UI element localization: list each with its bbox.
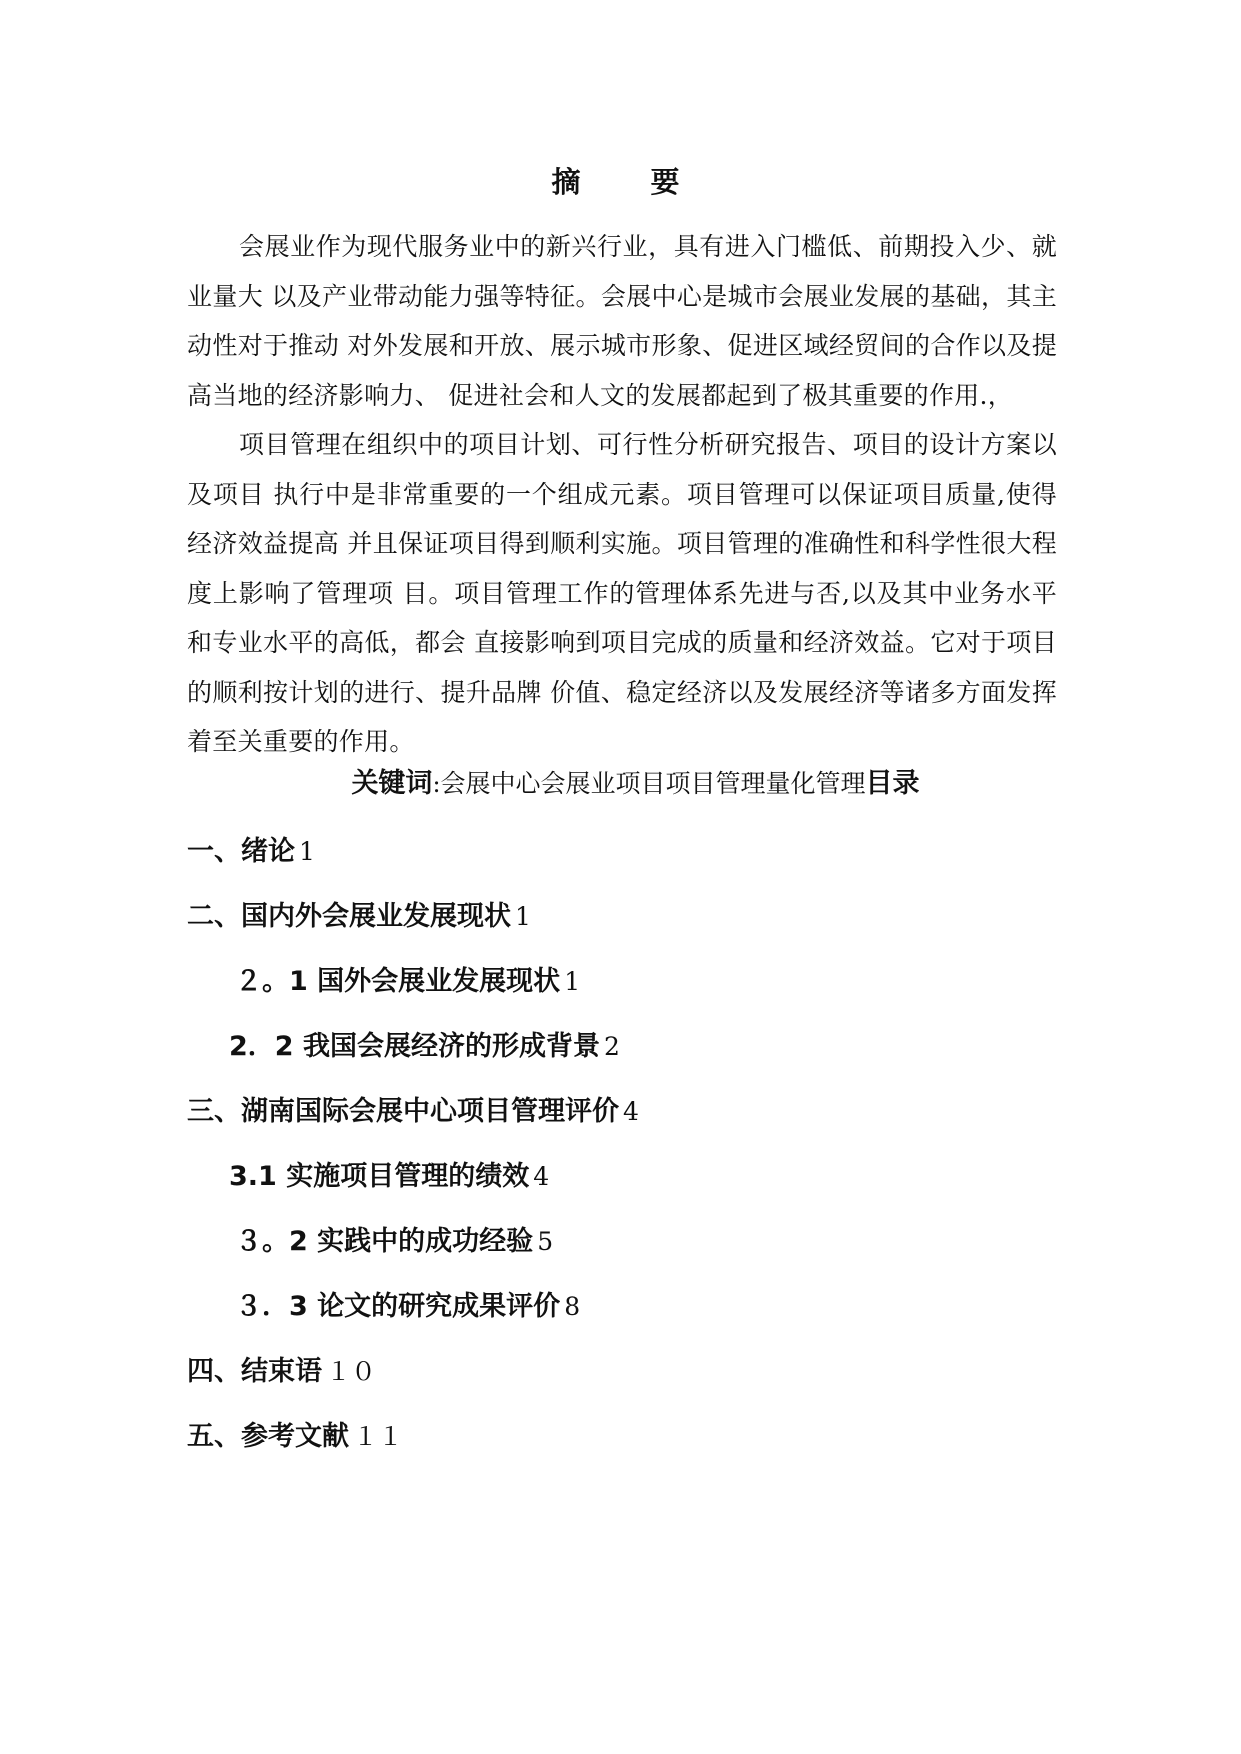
abstract-body — [187, 222, 1057, 767]
abstract-paragraph-1: 会展业作为现代服务业中的新兴行业，具有进入门槛低、前期投入少、就业量大 以及产业带动能力强等特征。会展中心是城市会展业发展的基础，其主动性对于推动 对外发展和开放、展示城市形象、促进区域经贸间的合作以及提高当地的经济影响力、 促进社会和人文的发展都起到了极其重要的作用.， — [187, 232, 1057, 410]
keywords-line — [0, 762, 1241, 806]
abstract-title: 摘 要 — [551, 165, 710, 199]
toc-item-research-results[interactable] — [187, 1281, 1057, 1346]
keywords-colon: : — [432, 770, 441, 798]
toc-item-label: 一、绪论 — [187, 836, 295, 867]
toc-item-label: 三、湖南国际会展中心项目管理评价 — [187, 1096, 619, 1127]
toc-item-status[interactable] — [187, 891, 1057, 956]
toc-item-label: ３．3 论文的研究成果评价 — [235, 1291, 561, 1322]
toc-item-page: 2 — [603, 1032, 620, 1061]
abstract-paragraph-2: 项目管理在组织中的项目计划、可行性分析研究报告、项目的设计方案以及项目 执行中是非常重要的一个组成元素。项目管理可以保证项目质量,使得经济效益提高 并且保证项目得到顺利实施。项目管理的准确性和科学性很大程度上影响了管理项 目。项目管理工作的管理体系先进与否,以及其中业务水平和专业水平的高低，都会 直接影响到项目完成的质量和经济效益。它对于项目的顺利按计划的进行、提升品牌 价值、稳定经济以及发展经济等诸多方面发挥着至关重要的作用。 — [187, 430, 1057, 756]
toc-heading: 目录 — [865, 768, 920, 799]
keywords-text: 会展中心会展业项目项目管理量化管理 — [440, 769, 866, 798]
toc-item-experience[interactable] — [187, 1216, 1057, 1281]
toc-item-label: 2．2 我国会展经济的形成背景 — [229, 1031, 600, 1062]
toc-item-page: 8 — [564, 1292, 581, 1321]
toc-item-conclusion[interactable] — [187, 1346, 1057, 1411]
toc-item-domestic-background[interactable] — [187, 1021, 1057, 1086]
table-of-contents — [187, 826, 1057, 1476]
toc-item-page: 5 — [537, 1227, 554, 1256]
toc-item-page: 4 — [623, 1097, 639, 1126]
toc-item-page: １０ — [326, 1357, 377, 1386]
toc-item-page: 1 — [299, 837, 315, 866]
toc-item-page: １１ — [353, 1422, 404, 1451]
toc-item-hunan-evaluation[interactable] — [187, 1086, 1057, 1151]
toc-item-label: ２。1 国外会展业发展现状 — [235, 966, 561, 997]
toc-item-label: 四、结束语 — [187, 1356, 322, 1387]
toc-item-performance[interactable] — [187, 1151, 1057, 1216]
toc-item-page: 4 — [533, 1162, 550, 1191]
toc-item-references[interactable] — [187, 1411, 1057, 1476]
toc-item-label: 二、国内外会展业发展现状 — [187, 901, 511, 932]
keywords-label: 关键词 — [351, 768, 433, 799]
toc-item-page: 1 — [515, 902, 531, 931]
toc-item-foreign-status[interactable] — [187, 956, 1057, 1021]
toc-item-label: ３。2 实践中的成功经验 — [235, 1226, 534, 1257]
toc-item-label: 3.1 实施项目管理的绩效 — [229, 1161, 530, 1192]
toc-item-intro[interactable] — [187, 826, 1057, 891]
toc-item-label: 五、参考文献 — [187, 1421, 349, 1452]
toc-item-page: 1 — [564, 967, 581, 996]
